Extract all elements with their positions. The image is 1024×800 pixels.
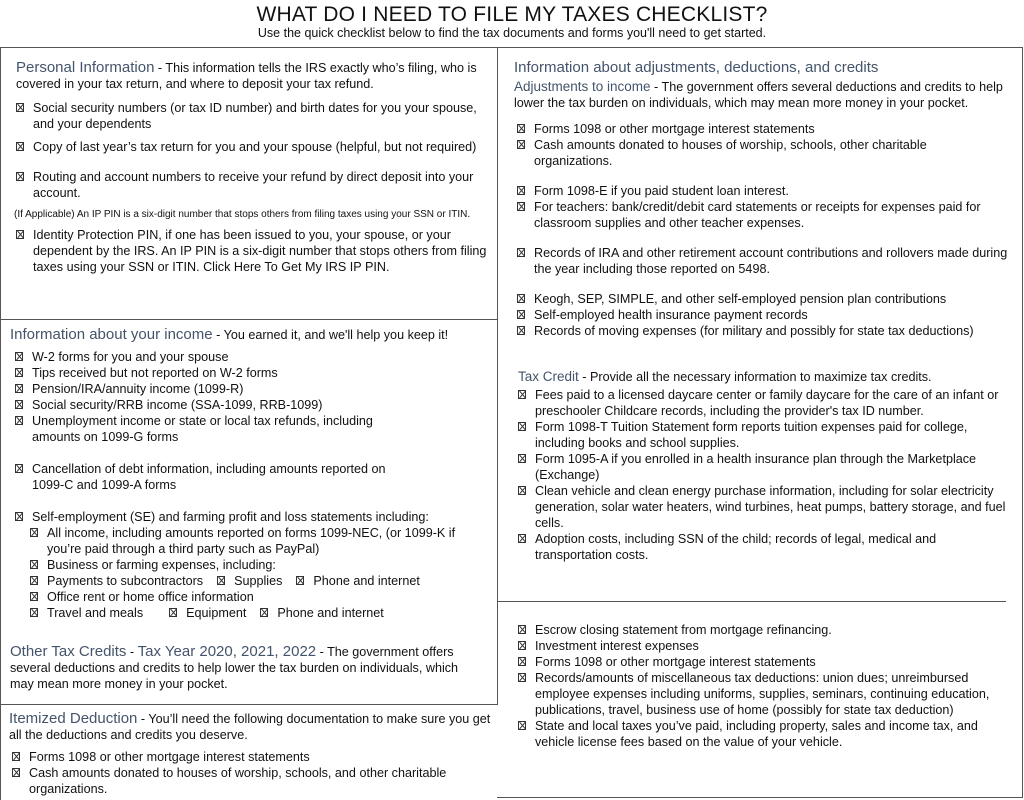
checkbox-icon[interactable] [15, 368, 23, 377]
tax-credit-section [518, 369, 1014, 563]
checklist-item[interactable]: Phone and internet [296, 573, 419, 589]
checklist-item[interactable]: Social security/RRB income (SSA-1099, RRB-1099) [15, 397, 496, 413]
tax-years: Tax Year 2020, 2021, 2022 [137, 643, 317, 660]
left-border [0, 47, 1, 800]
checkbox-icon[interactable] [15, 416, 23, 425]
checkbox-icon[interactable] [16, 230, 24, 239]
checkbox-icon[interactable] [15, 352, 23, 361]
checkbox-icon[interactable] [518, 657, 526, 666]
checklist-item[interactable]: Unemployment income or state or local tax refunds, including amounts on 1099-G forms [15, 413, 496, 445]
checkbox-icon[interactable] [30, 608, 38, 617]
checklist-item[interactable]: Supplies [217, 573, 282, 589]
personal-information-section [16, 60, 492, 275]
checklist-item[interactable]: Form 1095-A if you enrolled in a health insurance plan through the Marketplace (Exchange) [518, 451, 1014, 483]
income-section [10, 327, 496, 621]
more-itemized-section [518, 622, 1014, 750]
checkbox-icon[interactable] [518, 673, 526, 682]
checkbox-icon[interactable] [517, 310, 525, 319]
itemized-intro: - You’ll need the following documentation to make sure you get all the deductions and credits you deserve. [9, 712, 491, 742]
checklist-item[interactable]: Form 1098-T Tuition Statement form reports tuition expenses paid for college, including books and school supplies. [518, 419, 1014, 451]
column-divider [497, 47, 498, 705]
adjustments-subheading: Adjustments to income [514, 79, 651, 94]
checklist-item-ip-pin[interactable]: Identity Protection PIN, if one has been issued to you, your spouse, or your dependent by the IRS. An IP PIN is a six-digit number that stops others from filing taxes using your SSN or ITIN. Click Here To Get My IRS IP PIN. [16, 227, 492, 275]
checklist-item[interactable]: Investment interest expenses [518, 638, 1014, 654]
checkbox-icon[interactable] [12, 768, 20, 777]
itemized-deduction-section [9, 711, 495, 797]
checkbox-icon[interactable] [16, 172, 24, 181]
bottom-border-right [497, 797, 1023, 798]
checklist-item[interactable]: Fees paid to a licensed daycare center or family daycare for the care of an infant or preschooler Childcare records, including the provider's tax ID number. [518, 387, 1014, 419]
adjustments-section [514, 60, 1014, 339]
checklist-item[interactable]: Keogh, SEP, SIMPLE, and other self-employed pension plan contributions [517, 291, 1014, 307]
tax-credit-intro: - Provide all the necessary information to maximize tax credits. [578, 370, 932, 384]
checklist-item[interactable]: Self-employment (SE) and farming profit and loss statements including: [15, 509, 496, 525]
checkbox-icon[interactable] [15, 400, 23, 409]
checklist-item[interactable]: Cash amounts donated to houses of worship, schools, and other charitable organizations. [12, 765, 495, 797]
checkbox-icon[interactable] [517, 294, 525, 303]
income-intro: - You earned it, and we'll help you keep it! [212, 328, 449, 342]
personal-heading: Personal Information [16, 59, 155, 76]
divider-credits-itemized-right [497, 601, 1006, 602]
checkbox-icon[interactable] [169, 608, 177, 617]
checkbox-icon[interactable] [15, 384, 23, 393]
checkbox-icon[interactable] [15, 464, 23, 473]
checklist-item[interactable]: For teachers: bank/credit/debit card statements or receipts for expenses paid for classroom supplies and other teacher expenses. [517, 199, 1014, 231]
personal-intro: - This information tells the IRS exactly who’s filing, who is covered in your tax return, and where to deposit your tax refund. [16, 61, 477, 91]
checklist-item[interactable]: Payments to subcontractors [30, 573, 203, 589]
divider-personal-income [0, 319, 498, 320]
checklist-item[interactable]: Pension/IRA/annuity income (1099-R) [15, 381, 496, 397]
checkbox-icon[interactable] [518, 486, 526, 495]
checklist-item[interactable]: State and local taxes you’ve paid, including property, sales and income tax, and vehicle license fees based on the value of your vehicle. [518, 718, 1014, 750]
checkbox-icon[interactable] [30, 576, 38, 585]
tax-credit-heading: Tax Credit [518, 369, 579, 384]
page-title: WHAT DO I NEED TO FILE MY TAXES CHECKLIST? [256, 3, 768, 26]
adjustments-heading: Information about adjustments, deductions, and credits [514, 59, 879, 76]
checkbox-icon[interactable] [518, 534, 526, 543]
checklist-item[interactable]: Self-employed health insurance payment records [517, 307, 1014, 323]
checklist-item[interactable]: Form 1098-E if you paid student loan interest. [517, 183, 1014, 199]
checklist-item[interactable]: Copy of last year’s tax return for you and your spouse (helpful, but not required) [16, 139, 492, 155]
checkbox-icon[interactable] [12, 752, 20, 761]
checkbox-icon[interactable] [517, 326, 525, 335]
checkbox-icon[interactable] [517, 186, 525, 195]
checklist-item[interactable]: Routing and account numbers to receive your refund by direct deposit into your account. [16, 169, 492, 201]
top-border [0, 47, 1023, 48]
checklist-item[interactable]: Escrow closing statement from mortgage refinancing. [518, 622, 1014, 638]
expense-row [30, 573, 496, 589]
checklist-item[interactable]: Office rent or home office information [30, 589, 496, 605]
expense-row [30, 605, 496, 621]
checklist-item[interactable]: Cancellation of debt information, including amounts reported on 1099-C and 1099-A forms [15, 461, 496, 493]
checklist-item[interactable]: Social security numbers (or tax ID number) and birth dates for you your spouse, and your dependents [16, 100, 492, 132]
adjustments-intro: - The government offers several deductions and credits to help lower the tax burden on individuals, which may mean more money in your pocket. [514, 80, 1003, 110]
checkbox-icon[interactable] [518, 625, 526, 634]
checkbox-icon[interactable] [15, 512, 23, 521]
checklist-item[interactable]: Records of IRA and other retirement account contributions and rollovers made during the year including those reported on 5498. [517, 245, 1014, 277]
checkbox-icon[interactable] [217, 576, 225, 585]
checkbox-icon[interactable] [30, 528, 38, 537]
checklist-item[interactable]: W-2 forms for you and your spouse [15, 349, 496, 365]
checklist-item[interactable]: Records/amounts of miscellaneous tax deductions: union dues; unreimbursed employee expenses including uniforms, supplies, seminars, continuing education, publications, travel, business use of home (possibly for state tax deduction) [518, 670, 1014, 718]
right-border [1022, 47, 1023, 798]
checkbox-icon[interactable] [16, 103, 24, 112]
checklist-item[interactable]: Forms 1098 or other mortgage interest statements [518, 654, 1014, 670]
checkbox-icon[interactable] [518, 454, 526, 463]
checklist-item[interactable]: Cash amounts donated to houses of worship, schools, other charitable organizations. [517, 137, 1014, 169]
ip-pin-note: (If Applicable) An IP PIN is a six-digit number that stops others from filing taxes using your SSN or ITIN. [14, 209, 471, 220]
other-credits-heading: Other Tax Credits [10, 643, 127, 660]
checklist-item[interactable]: Clean vehicle and clean energy purchase information, including for solar electricity generation, solar water heaters, wind turbines, heat pumps, battery storage, and fuel cells. [518, 483, 1014, 531]
checkbox-icon[interactable] [517, 124, 525, 133]
checklist-item[interactable]: Records of moving expenses (for military and possibly for state tax deductions) [517, 323, 1014, 339]
checkbox-icon[interactable] [518, 641, 526, 650]
checkbox-icon[interactable] [518, 390, 526, 399]
checkbox-icon[interactable] [517, 248, 525, 257]
checkbox-icon[interactable] [260, 608, 268, 617]
checklist-item[interactable]: Forms 1098 or other mortgage interest statements [12, 749, 495, 765]
checkbox-icon[interactable] [16, 142, 24, 151]
checklist-item[interactable]: Forms 1098 or other mortgage interest statements [517, 121, 1014, 137]
other-credits-intro: - The government offers several deductions and credits to help lower the tax burden on individuals, which may mean more money in your pocket. [10, 645, 459, 691]
page-subtitle: Use the quick checklist below to find the tax documents and forms you'll need to get started. [257, 26, 767, 40]
checkbox-icon[interactable] [517, 140, 525, 149]
checklist-item[interactable]: Tips received but not reported on W-2 forms [15, 365, 496, 381]
divider-income-itemized [0, 704, 498, 705]
checklist-item[interactable]: Equipment [169, 605, 246, 621]
checklist-item[interactable]: Business or farming expenses, including: [30, 557, 496, 573]
checkbox-icon[interactable] [518, 721, 526, 730]
checklist-item[interactable]: All income, including amounts reported on forms 1099-NEC, (or 1099-K if you’re paid through a third party such as PayPal) [30, 525, 496, 557]
checkbox-icon[interactable] [296, 576, 304, 585]
checkbox-icon[interactable] [518, 422, 526, 431]
checklist-item[interactable]: Adoption costs, including SSN of the child; records of legal, medical and transportation costs. [518, 531, 1014, 563]
other-tax-credits-section: Other Tax Credits - Tax Year 2020, 2021, 2022 - The government offers several deductions and credits to help lower the tax burden on individuals, which may mean more money in your pocket. [10, 643, 459, 691]
itemized-heading: Itemized Deduction [9, 710, 138, 727]
checklist-item[interactable]: Travel and meals [30, 605, 143, 621]
checkbox-icon[interactable] [30, 592, 38, 601]
income-heading: Information about your income [10, 326, 213, 343]
checklist-item[interactable]: Phone and internet [260, 605, 383, 621]
checkbox-icon[interactable] [30, 560, 38, 569]
checkbox-icon[interactable] [517, 202, 525, 211]
